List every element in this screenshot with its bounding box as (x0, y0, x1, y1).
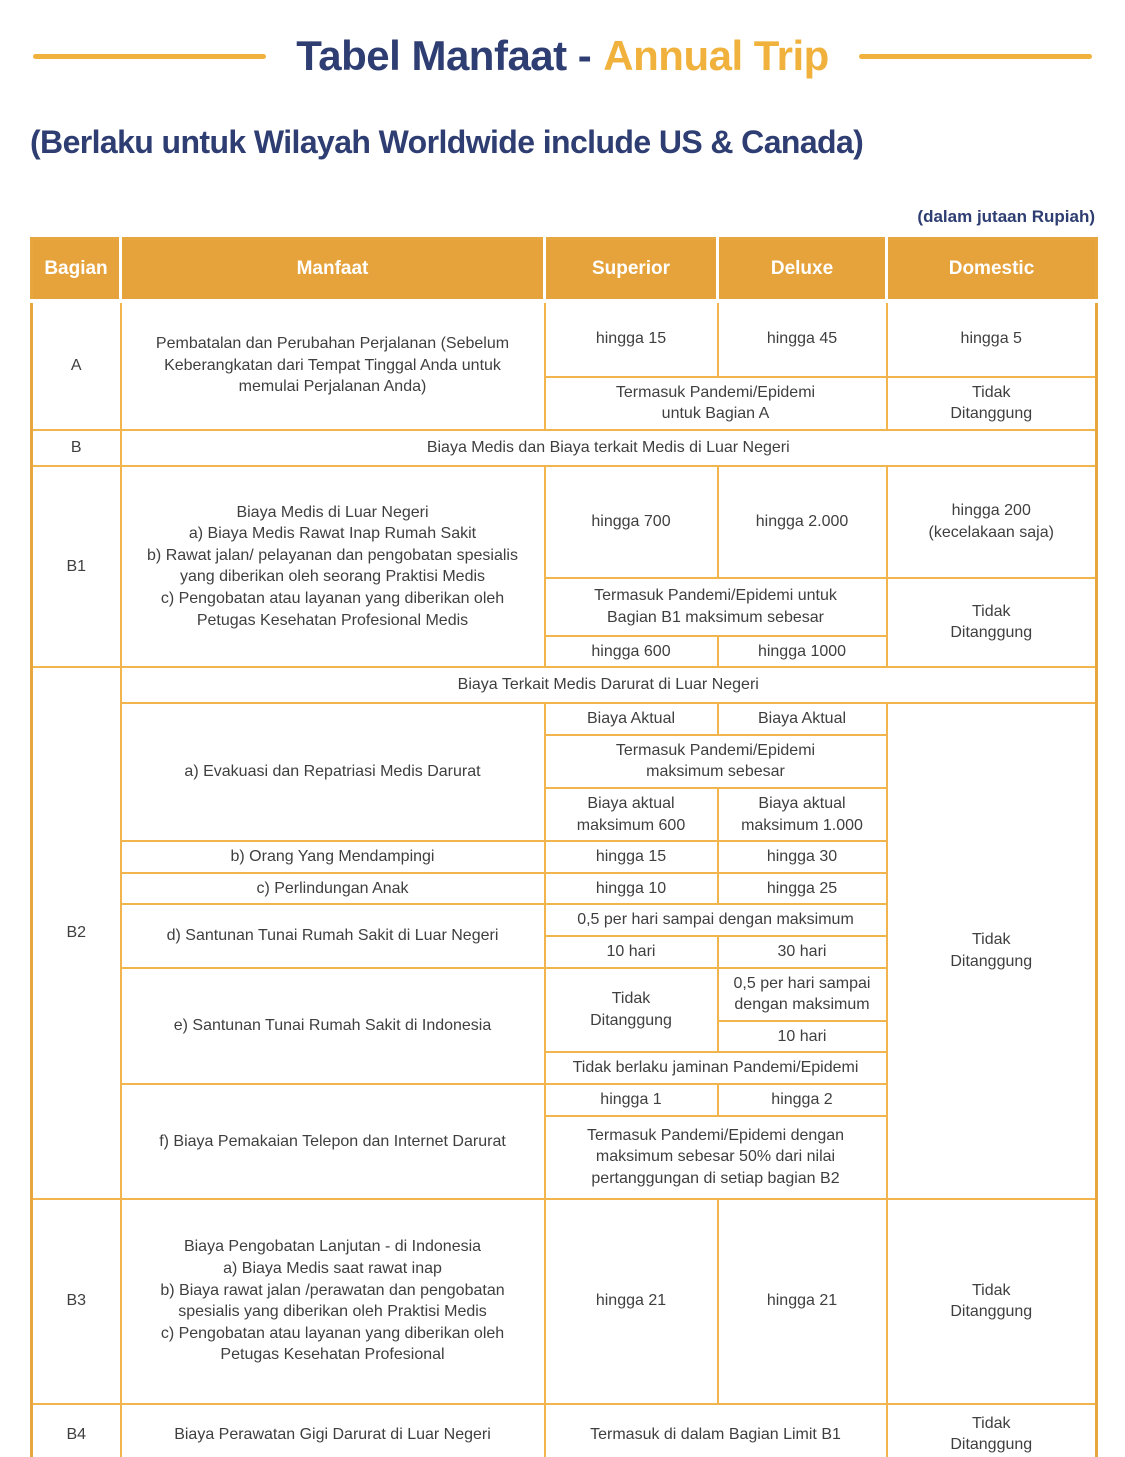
row-b3 (32, 1199, 1097, 1404)
cell-b3-manfaat: Biaya Pengobatan Lanjutan - di Indonesia a) Biaya Medis saat rawat inap b) Biaya rawat jalan /perawatan dan pengobatan spesialis yang diberikan oleh Praktisi Medis c) Pengobatan atau layanan yang diberikan oleh Petugas Kesehatan Profesional (121, 1199, 545, 1404)
cell-b2d-deluxe-days: 30 hari (718, 936, 887, 968)
cell-b4-bagian: B4 (32, 1404, 121, 1457)
cell-a-pandemi-note: Termasuk Pandemi/Epidemi untuk Bagian A (545, 377, 887, 430)
col-header-domestic: Domestic (887, 239, 1097, 301)
col-header-bagian: Bagian (32, 239, 121, 301)
cell-b-bagian: B (32, 430, 121, 466)
cell-b2c-superior: hingga 10 (545, 873, 718, 905)
cell-b2f-label: f) Biaya Pemakaian Telepon dan Internet Darurat (121, 1084, 545, 1199)
cell-b3-superior: hingga 21 (545, 1199, 718, 1404)
page-title (296, 32, 829, 80)
cell-b2f-superior: hingga 1 (545, 1084, 718, 1116)
cell-b2a-pandemi-note: Termasuk Pandemi/Epidemi maksimum sebesar (545, 735, 887, 788)
cell-b1-domestic-note: Tidak Ditanggung (887, 578, 1097, 668)
cell-b2-domestic-note: Tidak Ditanggung (887, 703, 1097, 1198)
cell-b2a-superior-max: Biaya aktual maksimum 600 (545, 788, 718, 841)
cell-a-bagian: A (32, 301, 121, 430)
row-b2a-actual (32, 703, 1097, 735)
cell-a-domestic-note: Tidak Ditanggung (887, 377, 1097, 430)
cell-b1-domestic: hingga 200 (kecelakaan saja) (887, 466, 1097, 578)
cell-b3-domestic-note: Tidak Ditanggung (887, 1199, 1097, 1404)
cell-b-manfaat: Biaya Medis dan Biaya terkait Medis di Luar Negeri (121, 430, 1097, 466)
cell-b2e-deluxe-days: 10 hari (718, 1021, 887, 1053)
cell-a-superior: hingga 15 (545, 301, 718, 377)
page-title-row (30, 32, 1095, 80)
cell-b2d-superior-days: 10 hari (545, 936, 718, 968)
cell-b2a-superior-actual: Biaya Aktual (545, 703, 718, 735)
page-title-main: Tabel Manfaat - (296, 32, 592, 79)
cell-b2e-pandemi-note: Tidak berlaku jaminan Pandemi/Epidemi (545, 1052, 887, 1084)
cell-b2c-label: c) Perlindungan Anak (121, 873, 545, 905)
benefits-table (30, 237, 1098, 1457)
cell-b2a-deluxe-max: Biaya aktual maksimum 1.000 (718, 788, 887, 841)
cell-b1-pandemi-note: Termasuk Pandemi/Epidemi untuk Bagian B1 maksimum sebesar (545, 578, 887, 636)
row-b (32, 430, 1097, 466)
cell-b2d-rate: 0,5 per hari sampai dengan maksimum (545, 904, 887, 936)
unit-note: (dalam jutaan Rupiah) (917, 207, 1095, 226)
page-title-accent: Annual Trip (603, 32, 829, 79)
cell-b4-domestic-note: Tidak Ditanggung (887, 1404, 1097, 1457)
decor-line-right-icon (859, 54, 1092, 59)
cell-b2f-pandemi-note: Termasuk Pandemi/Epidemi dengan maksimum sebesar 50% dari nilai pertanggungan di setiap bagian B2 (545, 1116, 887, 1199)
row-a-values (32, 301, 1097, 377)
cell-b2a-deluxe-actual: Biaya Aktual (718, 703, 887, 735)
col-header-deluxe: Deluxe (718, 239, 887, 301)
cell-b2b-label: b) Orang Yang Mendampingi (121, 841, 545, 873)
cell-b2b-superior: hingga 15 (545, 841, 718, 873)
col-header-manfaat: Manfaat (121, 239, 545, 301)
cell-b2a-label: a) Evakuasi dan Repatriasi Medis Darurat (121, 703, 545, 841)
row-b2-header (32, 667, 1097, 703)
cell-a-domestic: hingga 5 (887, 301, 1097, 377)
cell-b2e-deluxe-rate: 0,5 per hari sampai dengan maksimum (718, 968, 887, 1021)
cell-b3-bagian: B3 (32, 1199, 121, 1404)
cell-a-manfaat: Pembatalan dan Perubahan Perjalanan (Sebelum Keberangkatan dari Tempat Tinggal Anda untuk memulai Perjalanan Anda) (121, 301, 545, 430)
page-subtitle: (Berlaku untuk Wilayah Worldwide include US & Canada) (30, 124, 864, 160)
cell-b2f-deluxe: hingga 2 (718, 1084, 887, 1116)
cell-b2e-superior: Tidak Ditanggung (545, 968, 718, 1053)
cell-b3-deluxe: hingga 21 (718, 1199, 887, 1404)
decor-line-left-icon (33, 54, 266, 59)
cell-b1-bagian: B1 (32, 466, 121, 668)
col-header-superior: Superior (545, 239, 718, 301)
cell-b4-limit-note: Termasuk di dalam Bagian Limit B1 (545, 1404, 887, 1457)
row-b4 (32, 1404, 1097, 1457)
cell-b2b-deluxe: hingga 30 (718, 841, 887, 873)
cell-b1-superior: hingga 700 (545, 466, 718, 578)
row-b1-values (32, 466, 1097, 578)
cell-b2e-label: e) Santunan Tunai Rumah Sakit di Indonesia (121, 968, 545, 1084)
cell-a-deluxe: hingga 45 (718, 301, 887, 377)
cell-b1-pandemi-superior: hingga 600 (545, 636, 718, 668)
cell-b1-deluxe: hingga 2.000 (718, 466, 887, 578)
cell-b1-manfaat: Biaya Medis di Luar Negeri a) Biaya Medis Rawat Inap Rumah Sakit b) Rawat jalan/ pelayanan dan pengobatan spesialis yang diberikan oleh seorang Praktisi Medis c) Pengobatan atau layanan yang diberikan oleh Petugas Kesehatan Profesional Medis (121, 466, 545, 668)
cell-b4-manfaat: Biaya Perawatan Gigi Darurat di Luar Negeri (121, 1404, 545, 1457)
cell-b2d-label: d) Santunan Tunai Rumah Sakit di Luar Negeri (121, 904, 545, 967)
table-header-row (32, 239, 1097, 301)
cell-b2-section-header: Biaya Terkait Medis Darurat di Luar Negeri (121, 667, 1097, 703)
cell-b2-bagian: B2 (32, 667, 121, 1198)
cell-b2c-deluxe: hingga 25 (718, 873, 887, 905)
cell-b1-pandemi-deluxe: hingga 1000 (718, 636, 887, 668)
